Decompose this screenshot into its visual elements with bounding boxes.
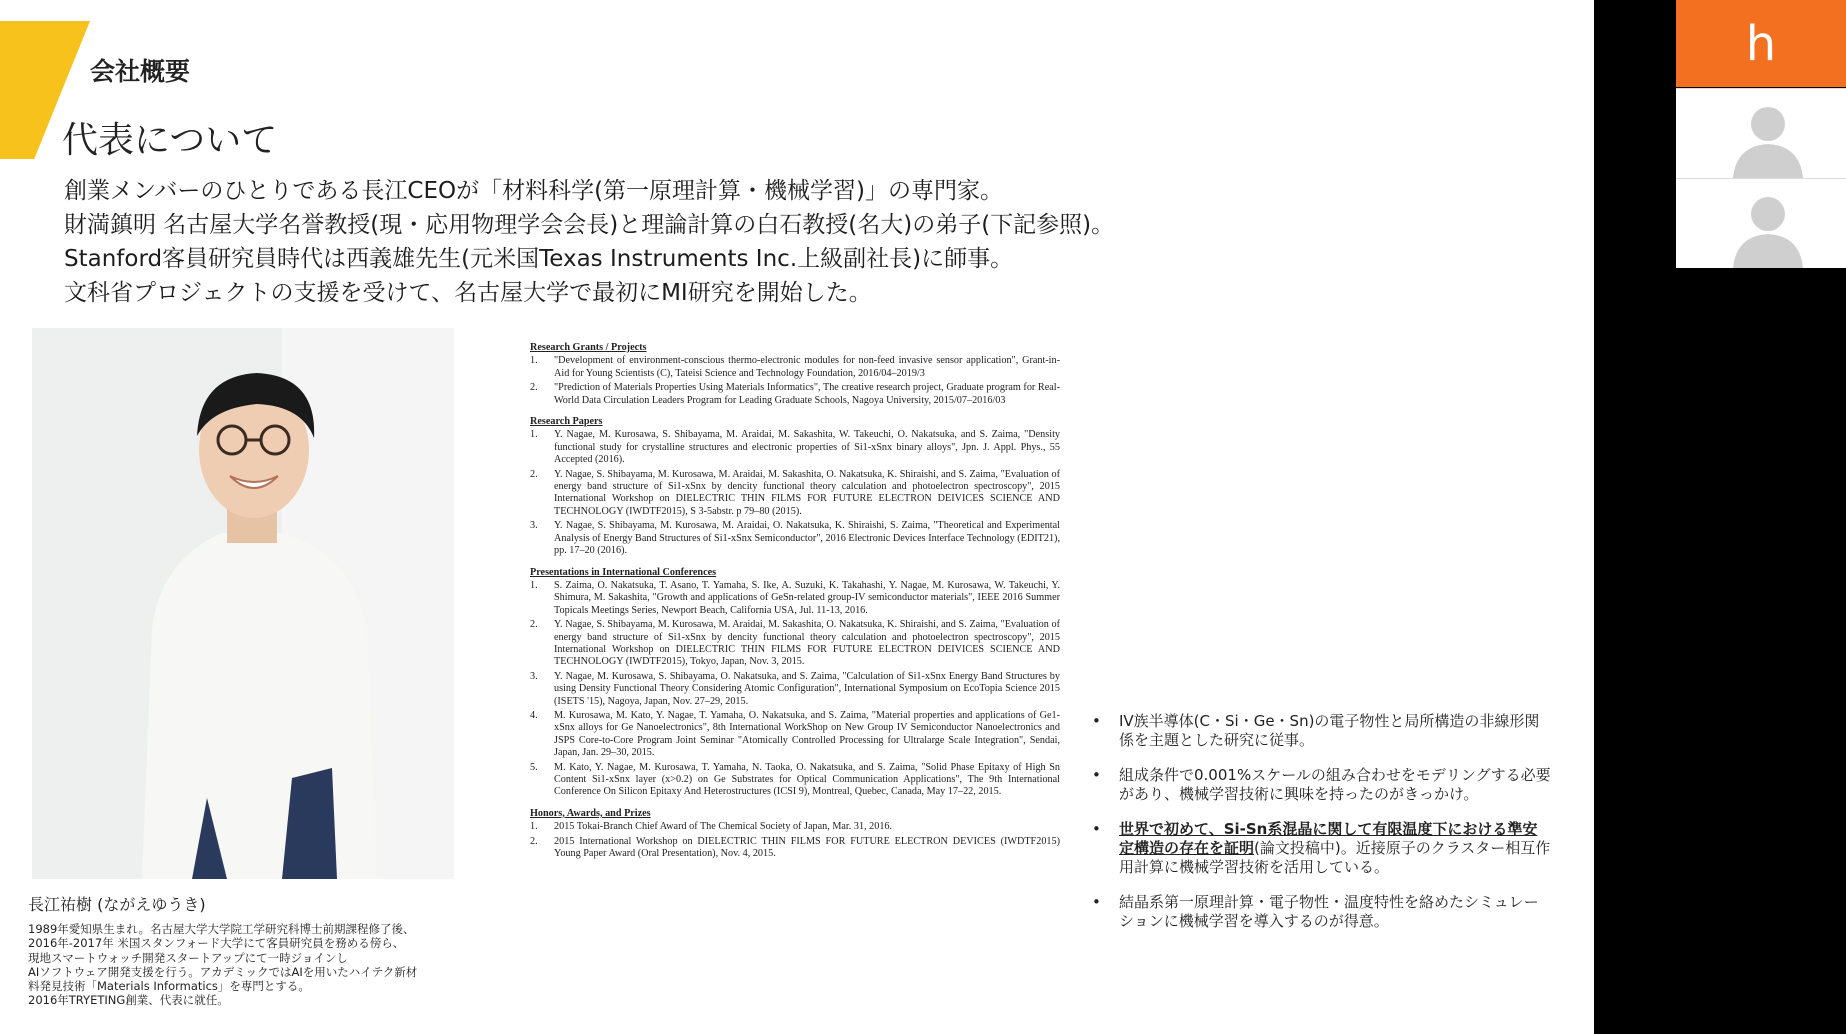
bullet-text: IV族半導体(C・Si・Ge・Sn)の電子物性と局所構造の非線形関係を主題とした研究に従事。 <box>1119 712 1540 749</box>
item-text: S. Zaima, O. Nakatsuka, T. Asano, T. Yamaha, S. Ike, A. Suzuki, K. Takahashi, Y. Nagae, M. Kurosawa, W. Takeuchi, Y. Shimura, M. Sakashita, "Growth and applications of GeSn-related group-IV semiconductor materials", IEEE 2016 Summer Topicals Meetings Series, Newport Beach, California USA, Jul. 11-13, 2016. <box>554 579 1060 616</box>
item-text: Y. Nagae, S. Shibayama, M. Kurosawa, M. Araidai, M. Sakashita, O. Nakatsuka, K. Shiraishi, and S. Zaima, "Evaluation of energy band structure of Si1-xSnx by dencity functional theory calculation and photoelectron spectroscopy", 2015 International Workshop on DIELECTRIC THIN FILMS FOR FUTURE ELECTRON DEIVICES SCIENCE AND TECHNOLOGY (IWDTF2015), Tokyo, Japan, Nov. 3, 2015. <box>554 619 1060 668</box>
speaker-initial: h <box>1745 15 1777 72</box>
bullet-text-rest: (論文投稿中)。近接原子のクラスター相互作用計算に機械学習技術を活用している。 <box>1119 839 1551 876</box>
intro-line: 創業メンバーのひとりである長江CEOが「材料科学(第一原理計算・機械学習)」の専門家。 <box>64 178 1004 204</box>
item-number: 1. <box>530 429 538 441</box>
cv-heading-presentations: Presentations in International Conferences <box>530 566 717 578</box>
bullet-item <box>1092 712 1552 750</box>
list-item <box>530 619 1060 669</box>
cv-document <box>530 342 1060 862</box>
item-number: 3. <box>530 520 538 532</box>
bullet-text: 組成条件で0.001%スケールの組み合わせをモデリングする必要があり、機械学習技術に興味を持ったのがきっかけ。 <box>1119 766 1551 803</box>
intro-line: 財満鎮明 名古屋大学名誉教授(現・応用物理学会会長)と理論計算の白石教授(名大)の弟子(下記参照)。 <box>64 212 1115 238</box>
ceo-photo <box>32 328 454 879</box>
grants-list <box>530 355 1060 407</box>
intro-text <box>64 174 1114 310</box>
list-item <box>530 671 1060 708</box>
item-number: 1. <box>530 355 538 367</box>
list-item <box>530 710 1060 760</box>
bullet-item <box>1092 820 1552 877</box>
bio-line: 料発見技術「Materials Informatics」を専門とする。 <box>28 979 310 994</box>
list-item <box>530 580 1060 617</box>
bullet-item <box>1092 893 1552 931</box>
item-number: 4. <box>530 709 538 721</box>
bio-line: AIソフトウェア開発支援を行う。アカデミックではAIを用いたハイテク新材 <box>28 964 418 979</box>
bullet-text <box>1119 820 1552 877</box>
item-text: Y. Nagae, M. Kurosawa, S. Shibayama, O. Nakatsuka, and S. Zaima, "Calculation of Si1-xSnx Energy Band Structures by using Density Functional Theory Considering Atomic Configuration", International Symposium on EcoTopia Science 2015 (ISETS '15), Nagoya, Japan, Nov. 27–29, 2015. <box>554 670 1060 707</box>
list-item <box>530 355 1060 380</box>
user-avatar-icon <box>1676 179 1846 268</box>
intro-line: Stanford客員研究員時代は西義雄先生(元米国Texas Instruments Inc.上級副社長)に師事。 <box>64 246 1014 272</box>
ceo-name-caption: 長江祐樹 (ながえゆうき) <box>28 895 206 914</box>
item-text: 2015 International Workshop on DIELECTRIC THIN FILMS FOR FUTURE ELECTRON DEVICES (IWDTF2015) Young Paper Award (Oral Presentation), Nov. 4, 2015. <box>554 835 1060 860</box>
item-text: 2015 Tokai-Branch Chief Award of The Chemical Society of Japan, Mar. 31, 2016. <box>554 821 893 833</box>
bio-line: 1989年愛知県生まれ。名古屋大学大学院工学研究科博士前期課程修了後、 <box>28 922 415 936</box>
bio-line: 現地スマートウォッチ開発スタートアップにて一時ジョインし <box>28 950 348 965</box>
presentations-list <box>530 580 1060 799</box>
bio-line: 2016年-2017年 米国スタンフォード大学にて客員研究員を務める傍ら、 <box>28 936 405 951</box>
item-text: "Development of environment-conscious thermo-electronic modules for non-feed invasive sensor application", Grant-in-Aid for Young Scientists (C), Tateisi Science and Technology Foundation, 2016/04–2019/3 <box>554 355 1060 379</box>
cv-heading-papers: Research Papers <box>530 416 603 428</box>
item-text: M. Kato, Y. Nagae, M. Kurosawa, T. Yamaha, N. Taoka, O. Nakatsuka, and S. Zaima, "Solid Phase Epitaxy of High Sn Content Si1-xSnx layer (x>0.2) on Ge Substrates for Optical Communication Applications", The 9th International Conference On Silicon Epitaxy And Heterostructures (ICSI 9), Montreal, Quebec, Canada, May 17–22, 2015. <box>554 761 1060 798</box>
bio-line: 2016年TRYETING創業、代表に就任。 <box>28 993 229 1008</box>
item-text: Y. Nagae, M. Kurosawa, S. Shibayama, M. Araidai, M. Sakashita, W. Takeuchi, O. Nakatsuka, and S. Zaima, "Density functional study for crystalline structures and electronic properties of Si1-xSnx binary alloys", Jpn. J. Appl. Phys., 55 Accepted (2016). <box>554 429 1060 466</box>
item-text: Y. Nagae, S. Shibayama, M. Kurosawa, M. Araidai, M. Sakashita, O. Nakatsuka, K. Shiraishi, and S. Zaima, "Evaluation of energy band structure of Si1-xSnx by dencity functional theory calculation and photoelectron spectroscopy", 2015 International Workshop on DIELECTRIC THIN FILMS FOR FUTURE ELECTRON DEIVICES SCIENCE AND TECHNOLOGY (IWDTF2015), S 3-5abstr. p 79–80 (2015). <box>554 468 1060 517</box>
list-item <box>530 382 1060 407</box>
ceo-bio <box>28 922 417 1008</box>
list-item <box>530 520 1060 557</box>
item-number: 2. <box>530 468 538 480</box>
item-number: 1. <box>530 579 538 591</box>
list-item <box>530 762 1060 799</box>
item-text: "Prediction of Materials Properties Using Materials Informatics", The creative research project, Graduate program for Real-World Data Circulation Leaders Program for Leading Graduate Schools, Nagoya University, 2015/07–2016/03 <box>554 382 1060 406</box>
page-title: 代表について <box>62 120 278 161</box>
item-number: 2. <box>530 835 538 847</box>
bullet-dot: • <box>1092 766 1101 784</box>
active-speaker-tile[interactable] <box>1676 0 1846 87</box>
bullet-emphasis: 世界で初めて、Si-Sn系混晶に関して有限温度下における準安定構造の存在を証明 <box>1119 820 1538 857</box>
list-item <box>530 469 1060 519</box>
list-item <box>530 836 1060 861</box>
section-label: 会社概要 <box>90 57 191 86</box>
research-bullets <box>1092 712 1552 947</box>
honors-list <box>530 821 1060 860</box>
bullet-text: 結晶系第一原理計算・電子物性・温度特性を絡めたシミュレーションに機械学習を導入するのが得意。 <box>1119 893 1539 930</box>
intro-line: 文科省プロジェクトの支援を受けて、名古屋大学で最初にMI研究を開始した。 <box>64 280 872 306</box>
item-number: 2. <box>530 619 538 631</box>
item-number: 1. <box>530 821 538 833</box>
bullet-item <box>1092 766 1552 804</box>
user-avatar-icon <box>1676 89 1846 178</box>
item-number: 5. <box>530 761 538 773</box>
item-number: 2. <box>530 382 538 394</box>
cv-heading-grants: Research Grants / Projects <box>530 342 647 353</box>
cv-heading-honors: Honors, Awards, and Prizes <box>530 807 651 819</box>
list-item <box>530 821 1060 833</box>
participant-tile[interactable] <box>1676 178 1846 268</box>
participant-video-panel <box>1676 0 1846 270</box>
item-text: M. Kurosawa, M. Kato, Y. Nagae, T. Yamaha, O. Nakatsuka, and S. Zaima, "Material properties and applications of Ge1-xSnx alloys for Ge Nanoelectronics", 8th International WorkShop on New Group IV Semiconductor Nanoelectronics and JSPS Core-to-Core Program Joint Seminar "Atomically Controlled Processing for Ultralarge Scale Integration", Sendai, Japan, Jan. 29–30, 2015. <box>554 709 1060 759</box>
list-item <box>530 429 1060 466</box>
bullet-dot: • <box>1092 712 1101 730</box>
participant-tile[interactable] <box>1676 88 1846 178</box>
papers-list <box>530 429 1060 557</box>
bullet-dot: • <box>1092 893 1101 911</box>
item-text: Y. Nagae, S. Shibayama, M. Kurosawa, M. Araidai, O. Nakatsuka, K. Shiraishi, S. Zaima, "Theoretical and Experimental Analysis of Energy Band Structures of Si1-xSnx Semiconductor", 2016 Electronic Devices Interface Technology (EDIT21), pp. 17–20 (2016). <box>554 520 1060 557</box>
item-number: 3. <box>530 670 538 682</box>
bullet-dot: • <box>1092 820 1101 838</box>
